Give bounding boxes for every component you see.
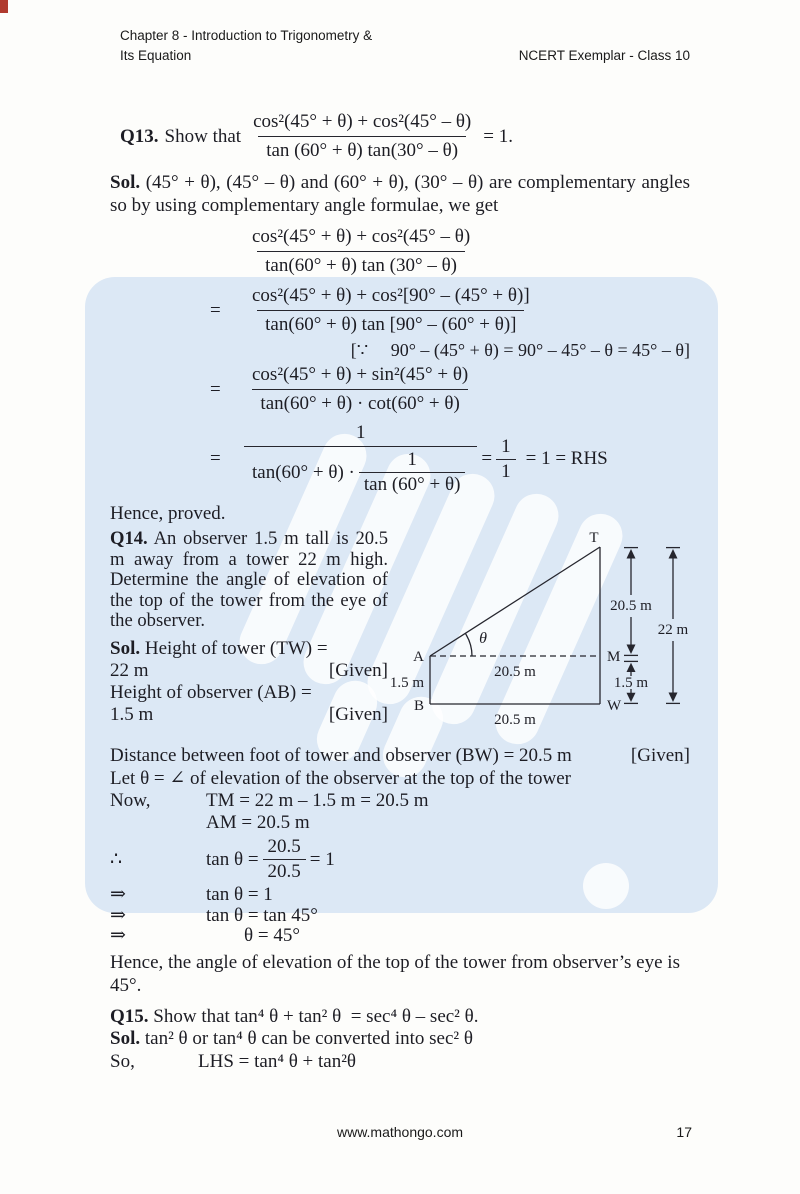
q14-tan-fraction	[263, 836, 306, 883]
implies-symbol: ⇒	[110, 925, 126, 946]
header-chapter-line1: Chapter 8 - Introduction to Trigonometry &	[120, 28, 373, 43]
q14-row-am-expr: AM = 20.5 m	[206, 812, 310, 833]
q15-text: Show that tan⁴ θ + tan² θ = sec⁴ θ – sec² θ.	[153, 1005, 479, 1027]
q13-fraction-num: cos²(45° + θ) + cos²(45° – θ)	[253, 111, 472, 132]
q14-distance-line	[110, 744, 690, 767]
q13-sol-text: (45° + θ), (45° – θ) and (60° + θ), (30° – θ) are complementary angles so by using complementary angle formulae, we get	[110, 172, 691, 216]
therefore-symbol: ∴	[110, 849, 123, 870]
header-chapter	[120, 26, 372, 67]
diagram-point-M: M	[607, 649, 621, 665]
q14-implies-row3	[110, 926, 690, 947]
q13-step4-outer-num: 1	[355, 422, 366, 443]
q13-intro: Show that	[164, 125, 242, 147]
q14-elevation-diagram	[388, 529, 698, 734]
q13-step1-den: tan(60° + θ) tan (30° – θ)	[257, 251, 465, 278]
q14-tan-num: 20.5	[267, 836, 301, 857]
q13-step4-outer-fraction	[244, 422, 477, 496]
q13-step4-unit-num: 1	[501, 435, 511, 457]
q14-distance-text: Distance between foot of tower and observer (BW) = 20.5 m	[110, 745, 572, 766]
diagram-dim-tm: 20.5 m	[610, 598, 652, 614]
q13-step4-outer-den	[244, 446, 477, 496]
q14-statement	[110, 529, 388, 632]
q13-step3-sign: =	[210, 378, 221, 400]
q14-text: An observer 1.5 m tall is 20.5 m away from a tower 22 m high. Determine the angle of elevation of the top of the tower from the eye of the observer.	[110, 528, 388, 631]
q13-step2-fraction	[244, 284, 538, 337]
implies-symbol: ⇒	[110, 904, 126, 926]
q13-step4-den-prefix: tan(60° + θ) ·	[252, 461, 355, 483]
diagram-bw-label: 20.5 m	[494, 712, 536, 728]
q14-tower-height: 22 m	[110, 659, 149, 681]
q13-step2-num: cos²(45° + θ) + cos²[90° – (45° + θ)]	[252, 285, 530, 306]
q14-tan-lhs: tan θ =	[206, 848, 259, 870]
q13-step4-tail: = 1 = RHS	[525, 448, 608, 469]
q13-tail: = 1.	[483, 125, 513, 147]
implies-symbol: ⇒	[110, 884, 126, 905]
q15-sol-text: tan² θ or tan⁴ θ can be converted into sec² θ	[144, 1028, 473, 1049]
q14-label: Q14.	[110, 528, 148, 549]
q14-row-tm-label: Now,	[110, 790, 151, 811]
q13-step2-sign: =	[210, 299, 221, 321]
diagram-point-A: A	[413, 649, 424, 665]
header-chapter-line2: Its Equation	[120, 48, 192, 64]
q14-sol-line3-value: Height of observer (AB) =	[110, 681, 312, 703]
q13-step3	[210, 363, 690, 416]
q13-step4-unit-fraction	[496, 436, 516, 483]
q14-implies-expr1: tan θ = 1	[206, 884, 273, 905]
q14-let-line: Let θ = ∠ of elevation of the observer at the top of the tower	[110, 768, 571, 789]
q14-implies-expr2: tan θ = tan 45°	[206, 904, 318, 926]
q13-step1-fraction	[244, 225, 478, 278]
q14-sol-line2	[110, 660, 388, 682]
diagram-dim-tw: 22 m	[657, 622, 689, 638]
q14-row-tm-expr: TM = 22 m – 1.5 m = 20.5 m	[206, 790, 429, 811]
q14-sol-label: Sol.	[110, 637, 141, 659]
q13-label: Q13.	[120, 125, 159, 147]
q15-so-row	[110, 1051, 690, 1074]
q14-row-tm	[110, 790, 690, 812]
q15-statement	[110, 1006, 690, 1029]
q14-section	[110, 529, 690, 740]
q14-sol-line4	[110, 704, 388, 726]
q14-diagram-column	[388, 529, 700, 740]
q14-implies-row1	[110, 885, 690, 906]
q14-observer-height: 1.5 m	[110, 703, 154, 725]
page-header	[120, 26, 690, 67]
q14-tan-tail: = 1	[309, 848, 335, 870]
q14-given-tag: [Given]	[328, 659, 388, 681]
q13-step4-inner-den: tan (60° + θ)	[359, 472, 466, 496]
q13-sol-label: Sol.	[110, 172, 141, 193]
q14-row-am	[110, 812, 690, 834]
diagram-point-B: B	[413, 698, 424, 714]
q15-label: Q15.	[110, 1005, 149, 1027]
q13-fraction	[245, 110, 479, 163]
q14-distance-given: [Given]	[630, 745, 690, 766]
q14-tan-row	[110, 836, 690, 883]
diagram-angle-theta: θ	[479, 630, 487, 647]
q15-so-expr: LHS = tan⁴ θ + tan²θ	[198, 1050, 357, 1072]
q13-step4-unit-den: 1	[496, 459, 516, 483]
q13-step3-num: cos²(45° + θ) + sin²(45° + θ)	[252, 364, 469, 385]
q14-sol-line1	[110, 638, 388, 660]
q14-implies-expr3: θ = 45°	[244, 925, 300, 946]
q14-sol-line3	[110, 682, 388, 704]
q13-statement	[110, 110, 690, 163]
q13-step4-eq2: =	[481, 448, 493, 469]
q14-row-am-label	[110, 812, 206, 834]
footer-url-link[interactable]: www.mathongo.com	[336, 1124, 464, 1140]
diagram-point-W: W	[607, 698, 622, 714]
q13-step3-fraction	[244, 363, 476, 416]
q14-sol-line1-text	[110, 638, 328, 660]
q13-note: [∵ 90° – (45° + θ) = 90° – 45° – θ = 45° – θ]	[350, 340, 690, 360]
scan-corner-mark	[0, 0, 8, 13]
q15-sol-label: Sol.	[110, 1028, 141, 1049]
header-book: NCERT Exemplar - Class 10	[518, 48, 690, 64]
q13-fraction-den: tan (60° + θ) tan(30° – θ)	[258, 136, 466, 163]
q13-step4	[210, 422, 690, 496]
page-content	[110, 66, 690, 1073]
q13-step2-den: tan(60° + θ) tan [90° – (60° + θ)]	[257, 310, 524, 337]
q13-step2	[210, 284, 690, 337]
q13-step4-inner-num: 1	[407, 449, 417, 470]
footer-page-number: 17	[676, 1124, 692, 1140]
q13-step3-den: tan(60° + θ) · cot(60° + θ)	[252, 389, 467, 416]
q15-so-label: So,	[110, 1050, 135, 1072]
diagram-dim-mw: 1.5 m	[613, 675, 649, 691]
q14-left-column	[110, 529, 388, 740]
q13-solution-intro	[110, 171, 690, 217]
q14-given-tag: [Given]	[328, 703, 388, 725]
q14-conclusion: Hence, the angle of elevation of the top of the tower from observer’s eye is 45°.	[110, 951, 680, 996]
q13-step1	[210, 225, 690, 278]
q13-conclusion: Hence, proved.	[110, 503, 226, 524]
q15-solution-intro	[110, 1028, 690, 1051]
q14-tan-den: 20.5	[263, 859, 306, 883]
q14-sol-line1-value: Height of tower (TW) =	[144, 637, 328, 659]
diagram-ab-label: 1.5 m	[389, 675, 424, 691]
q14-implies-row2	[110, 906, 690, 927]
q13-step1-num: cos²(45° + θ) + cos²(45° – θ)	[252, 226, 471, 247]
diagram-point-T: T	[589, 530, 599, 546]
q13-step4-sign: =	[210, 448, 221, 469]
diagram-am-label: 20.5 m	[494, 664, 536, 680]
q13-step4-inner-fraction	[359, 449, 466, 496]
